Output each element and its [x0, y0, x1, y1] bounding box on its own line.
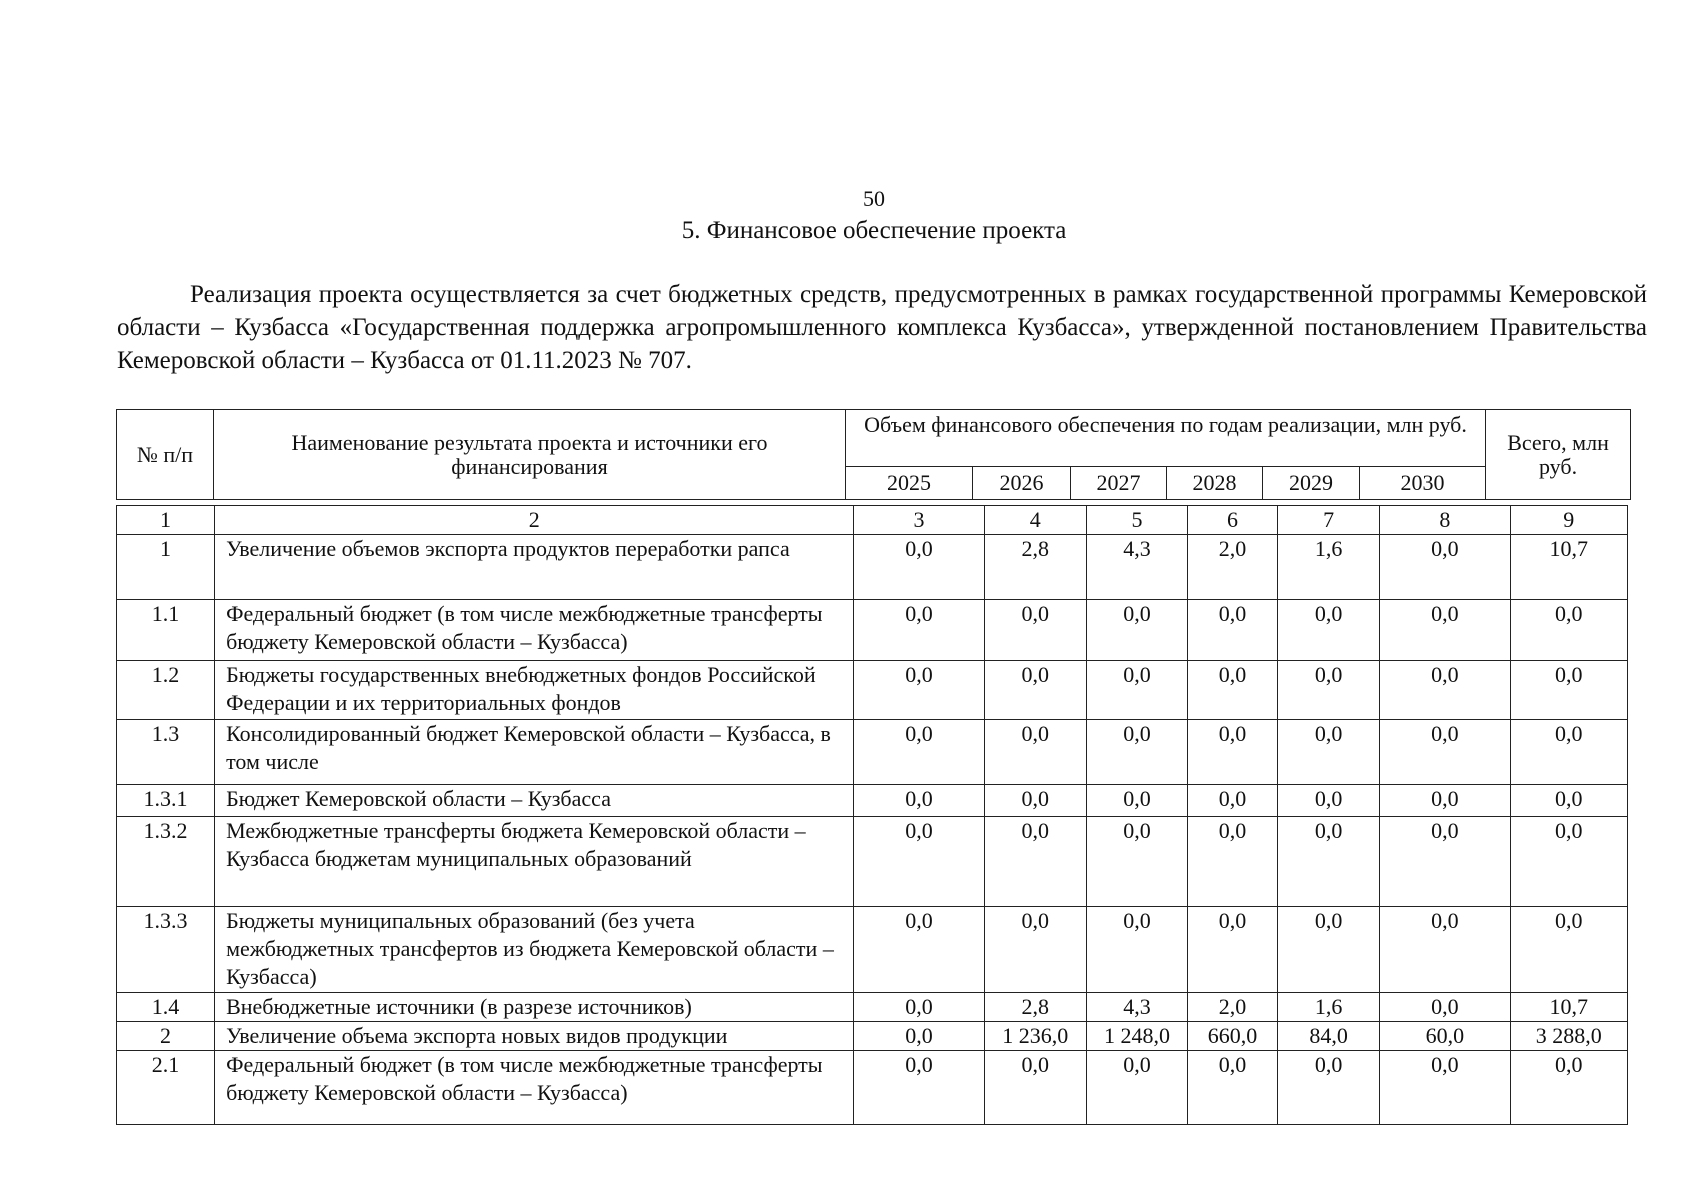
row-name: Федеральный бюджет (в том числе межбюджетные трансферты бюджету Кемеровской области – Кузбасса) [215, 1051, 854, 1125]
row-value-2030: 0,0 [1380, 993, 1510, 1022]
row-value-2030: 0,0 [1380, 785, 1510, 817]
page-number: 50 [863, 186, 885, 211]
table-row [117, 993, 1628, 1022]
row-value-2025: 0,0 [854, 785, 984, 817]
column-number: 7 [1278, 506, 1380, 535]
header-year: 2025 [846, 467, 973, 500]
row-value-2028: 0,0 [1188, 785, 1278, 817]
row-number: 1 [117, 535, 215, 600]
row-value-2026: 0,0 [984, 1051, 1086, 1125]
row-value-2029: 0,0 [1278, 661, 1380, 720]
row-name: Бюджет Кемеровской области – Кузбасса [215, 785, 854, 817]
column-number: 1 [117, 506, 215, 535]
row-value-2026: 0,0 [984, 785, 1086, 817]
row-value-2030: 0,0 [1380, 907, 1510, 993]
row-total: 0,0 [1510, 907, 1627, 993]
row-total: 0,0 [1510, 785, 1627, 817]
row-value-2025: 0,0 [854, 600, 984, 661]
row-value-2027: 0,0 [1086, 1051, 1187, 1125]
table-row [117, 1022, 1628, 1051]
row-total: 10,7 [1510, 535, 1627, 600]
row-name: Увеличение объема экспорта новых видов продукции [215, 1022, 854, 1051]
row-value-2028: 0,0 [1188, 907, 1278, 993]
column-numbers-row [117, 506, 1628, 535]
header-total: Всего, млн руб. [1486, 410, 1631, 500]
row-name: Консолидированный бюджет Кемеровской области – Кузбасса, в том числе [215, 720, 854, 785]
row-value-2028: 0,0 [1188, 720, 1278, 785]
row-value-2030: 0,0 [1380, 535, 1510, 600]
row-value-2025: 0,0 [854, 817, 984, 907]
row-total: 0,0 [1510, 600, 1627, 661]
row-value-2027: 0,0 [1086, 600, 1187, 661]
row-name: Внебюджетные источники (в разрезе источников) [215, 993, 854, 1022]
header-num: № п/п [117, 410, 214, 500]
row-value-2025: 0,0 [854, 1051, 984, 1125]
row-value-2029: 1,6 [1278, 535, 1380, 600]
row-number: 1.3 [117, 720, 215, 785]
row-value-2027: 0,0 [1086, 720, 1187, 785]
row-value-2030: 0,0 [1380, 720, 1510, 785]
row-value-2026: 2,8 [984, 535, 1086, 600]
header-year: 2026 [973, 467, 1071, 500]
row-value-2028: 0,0 [1188, 600, 1278, 661]
table-row [117, 535, 1628, 600]
row-total: 0,0 [1510, 720, 1627, 785]
row-value-2030: 60,0 [1380, 1022, 1510, 1051]
row-number: 1.3.1 [117, 785, 215, 817]
column-number: 2 [215, 506, 854, 535]
row-value-2026: 0,0 [984, 817, 1086, 907]
row-value-2029: 0,0 [1278, 720, 1380, 785]
table-row [117, 785, 1628, 817]
column-number: 5 [1086, 506, 1187, 535]
row-value-2027: 0,0 [1086, 785, 1187, 817]
row-value-2027: 4,3 [1086, 993, 1187, 1022]
table-row [117, 1051, 1628, 1125]
row-value-2026: 0,0 [984, 600, 1086, 661]
column-number: 4 [984, 506, 1086, 535]
row-total: 3 288,0 [1510, 1022, 1627, 1051]
row-value-2026: 1 236,0 [984, 1022, 1086, 1051]
intro-paragraph: Реализация проекта осуществляется за счет бюджетных средств, предусмотренных в рамках государственной программы Кемеровской области – Кузбасса «Государственная поддержка агропромышленного комплекса Кузбасса», утвержденной постановлением Правительства Кемеровской области – Кузбасса от 01.11.2023 № 707. [117, 281, 1647, 374]
row-value-2030: 0,0 [1380, 1051, 1510, 1125]
row-value-2028: 0,0 [1188, 1051, 1278, 1125]
row-value-2030: 0,0 [1380, 661, 1510, 720]
row-total: 0,0 [1510, 817, 1627, 907]
row-value-2027: 0,0 [1086, 907, 1187, 993]
row-value-2029: 0,0 [1278, 907, 1380, 993]
row-value-2026: 2,8 [984, 993, 1086, 1022]
row-value-2025: 0,0 [854, 720, 984, 785]
row-value-2025: 0,0 [854, 661, 984, 720]
financing-table-body [116, 505, 1628, 1125]
row-value-2027: 0,0 [1086, 661, 1187, 720]
row-total: 0,0 [1510, 661, 1627, 720]
row-number: 1.4 [117, 993, 215, 1022]
row-number: 1.2 [117, 661, 215, 720]
row-value-2026: 0,0 [984, 661, 1086, 720]
row-number: 2.1 [117, 1051, 215, 1125]
row-value-2027: 1 248,0 [1086, 1022, 1187, 1051]
row-value-2028: 2,0 [1188, 993, 1278, 1022]
header-year: 2027 [1071, 467, 1167, 500]
column-number: 8 [1380, 506, 1510, 535]
row-name: Федеральный бюджет (в том числе межбюджетные трансферты бюджету Кемеровской области – Кузбасса) [215, 600, 854, 661]
header-year: 2029 [1263, 467, 1360, 500]
row-value-2029: 0,0 [1278, 1051, 1380, 1125]
row-value-2028: 0,0 [1188, 817, 1278, 907]
header-name: Наименование результата проекта и источники его финансирования [214, 410, 846, 500]
row-value-2025: 0,0 [854, 535, 984, 600]
row-name: Бюджеты государственных внебюджетных фондов Российской Федерации и их территориальных фондов [215, 661, 854, 720]
row-value-2029: 1,6 [1278, 993, 1380, 1022]
row-value-2029: 0,0 [1278, 600, 1380, 661]
row-value-2025: 0,0 [854, 907, 984, 993]
table-row [117, 720, 1628, 785]
row-value-2029: 0,0 [1278, 785, 1380, 817]
header-year: 2030 [1360, 467, 1486, 500]
row-value-2025: 0,0 [854, 993, 984, 1022]
table-row [117, 661, 1628, 720]
row-value-2026: 0,0 [984, 720, 1086, 785]
column-number: 3 [854, 506, 984, 535]
row-value-2026: 0,0 [984, 907, 1086, 993]
row-value-2028: 0,0 [1188, 661, 1278, 720]
table-row [117, 907, 1628, 993]
column-number: 9 [1510, 506, 1627, 535]
row-number: 2 [117, 1022, 215, 1051]
row-name: Увеличение объемов экспорта продуктов переработки рапса [215, 535, 854, 600]
row-total: 10,7 [1510, 993, 1627, 1022]
row-value-2027: 4,3 [1086, 535, 1187, 600]
row-value-2029: 84,0 [1278, 1022, 1380, 1051]
header-years-title: Объем финансового обеспечения по годам реализации, млн руб. [846, 410, 1486, 467]
financing-table-header [116, 409, 1631, 500]
section-title: 5. Финансовое обеспечение проекта [681, 217, 1067, 244]
row-value-2028: 660,0 [1188, 1022, 1278, 1051]
column-number: 6 [1188, 506, 1278, 535]
row-value-2027: 0,0 [1086, 817, 1187, 907]
row-number: 1.3.2 [117, 817, 215, 907]
row-name: Бюджеты муниципальных образований (без учета межбюджетных трансфертов из бюджета Кемеровской области – Кузбасса) [215, 907, 854, 993]
row-value-2029: 0,0 [1278, 817, 1380, 907]
header-year: 2028 [1167, 467, 1263, 500]
row-value-2025: 0,0 [854, 1022, 984, 1051]
row-number: 1.3.3 [117, 907, 215, 993]
row-value-2030: 0,0 [1380, 600, 1510, 661]
table-row [117, 817, 1628, 907]
row-total: 0,0 [1510, 1051, 1627, 1125]
row-name: Межбюджетные трансферты бюджета Кемеровской области – Кузбасса бюджетам муниципальных образований [215, 817, 854, 907]
table-row [117, 600, 1628, 661]
row-value-2028: 2,0 [1188, 535, 1278, 600]
row-number: 1.1 [117, 600, 215, 661]
row-value-2030: 0,0 [1380, 817, 1510, 907]
